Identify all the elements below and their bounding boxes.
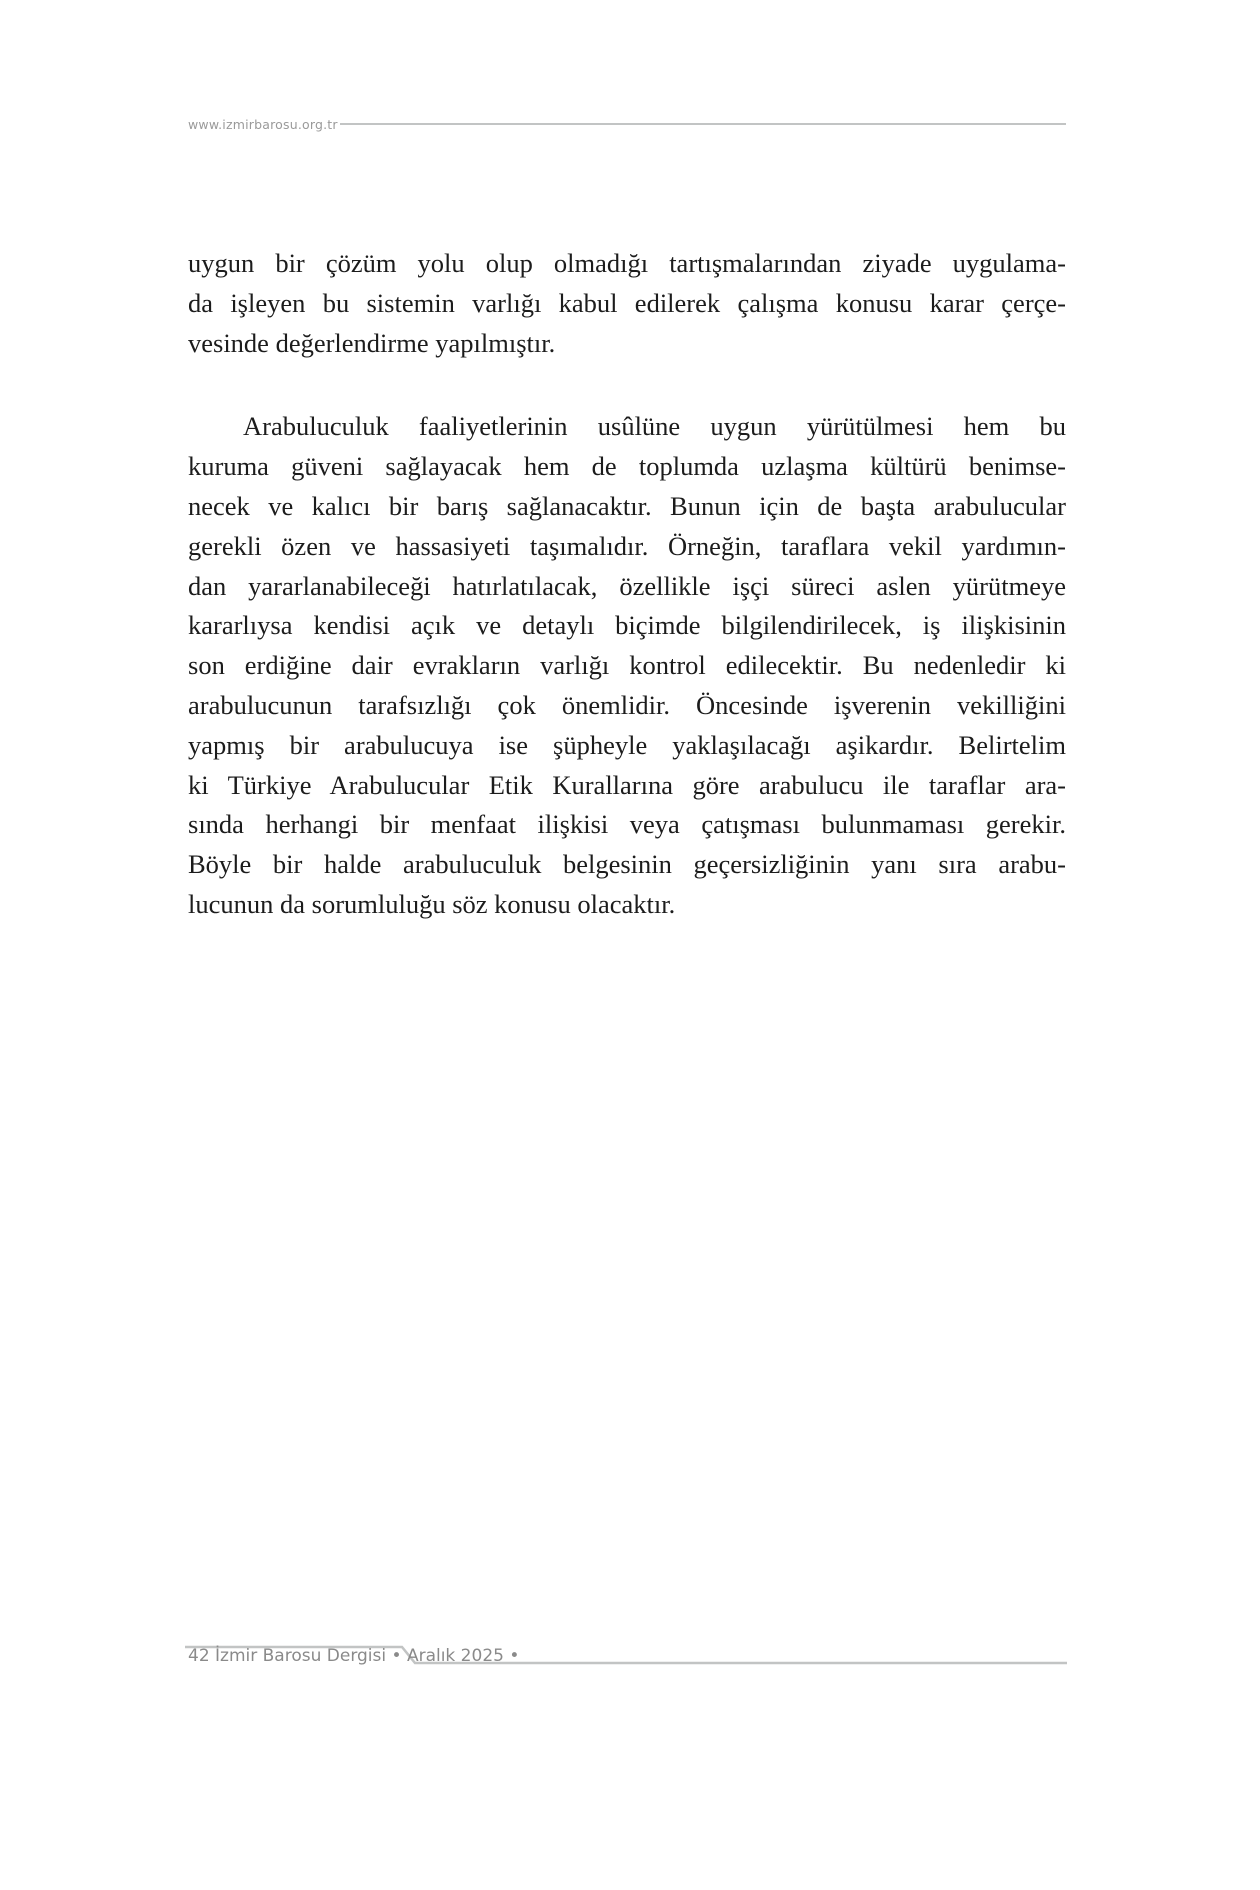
text-line: uygun bir çözüm yolu olup olmadığı tartışmalarından ziyade uygulama- xyxy=(188,248,1066,278)
text-line: sında herhangi bir menfaat ilişkisi veya çatışması bulunmaması gerekir. xyxy=(188,809,1066,840)
text-line: necek ve kalıcı bir barış sağlanacaktır. Bunun için de başta arabulucular xyxy=(188,490,1066,521)
footer-text: 42 İzmir Barosu Dergisi • Aralık 2025 • xyxy=(188,1646,520,1666)
header-url: www.izmirbarosu.org.tr xyxy=(188,116,338,132)
text-line: Böyle bir halde arabuluculuk belgesinin geçersizliğinin yanı sıra arabu- xyxy=(188,849,1066,880)
text-line: gerekli özen ve hassasiyeti taşımalıdır. Örneğin, taraflara vekil yardımın- xyxy=(188,530,1066,561)
text-line: yapmış bir arabulucuya ise şüpheyle yaklaşılacağı aşikardır. Belirtelim xyxy=(188,729,1066,760)
text-line: kuruma güveni sağlayacak hem de toplumda uzlaşma kültürü benimse- xyxy=(188,451,1066,482)
text-line: vesinde değerlendirme yapılmıştır. xyxy=(188,327,556,358)
text-line: da işleyen bu sistemin varlığı kabul edilerek çalışma konusu karar çerçe- xyxy=(188,287,1066,318)
text-line: Arabuluculuk faaliyetlerinin usûlüne uygun yürütülmesi hem bu xyxy=(243,411,1066,442)
text-line: ki Türkiye Arabulucular Etik Kurallarına göre arabulucu ile taraflar ara- xyxy=(188,769,1066,800)
text-line: lucunun da sorumluluğu söz konusu olacaktır. xyxy=(188,888,676,919)
text-line: kararlıysa kendisi açık ve detaylı biçimde bilgilendirilecek, iş ilişkisinin xyxy=(188,610,1066,641)
header-rule xyxy=(340,123,1066,125)
article-body xyxy=(188,244,1066,925)
paragraph-gap xyxy=(188,363,1066,407)
text-line: arabulucunun tarafsızlığı çok önemlidir. Öncesinde işverenin vekilliğini xyxy=(188,689,1066,720)
paragraph xyxy=(188,244,1066,363)
paragraph xyxy=(188,407,1066,924)
text-line: dan yararlanabileceği hatırlatılacak, özellikle işçi süreci aslen yürütmeye xyxy=(188,570,1066,601)
page-header xyxy=(188,114,1066,134)
text-line: son erdiğine dair evrakların varlığı kontrol edilecektir. Bu nedenledir ki xyxy=(188,650,1066,681)
